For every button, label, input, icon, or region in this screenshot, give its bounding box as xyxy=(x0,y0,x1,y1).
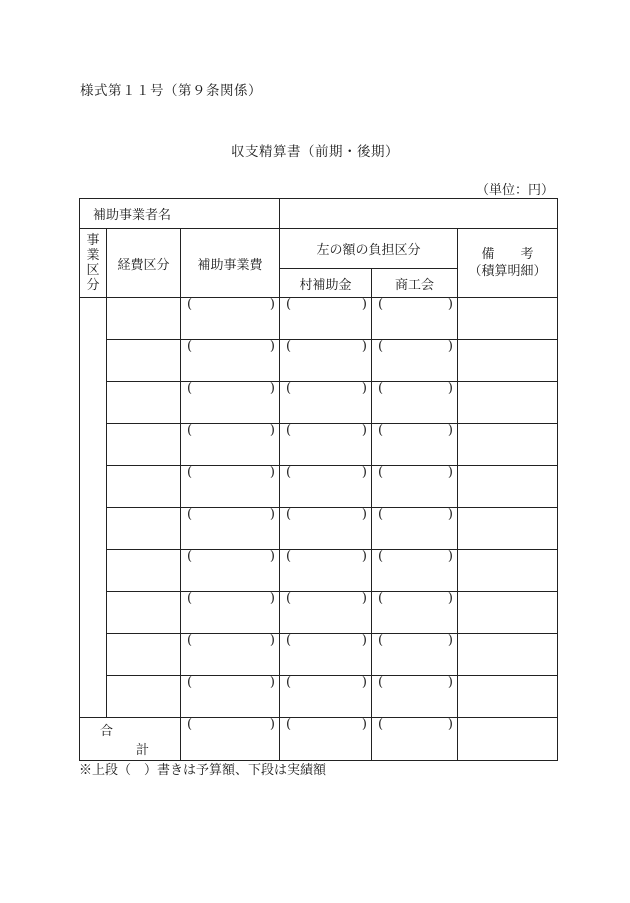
village-subsidy-cell[interactable] xyxy=(280,592,372,634)
paren-close: ) xyxy=(447,675,453,690)
remarks-cell[interactable] xyxy=(458,424,558,466)
village-subsidy-cell[interactable] xyxy=(280,340,372,382)
village-subsidy-cell[interactable] xyxy=(280,382,372,424)
village-subsidy-cell[interactable] xyxy=(280,550,372,592)
paren-close: ) xyxy=(447,507,453,522)
commerce-cell[interactable] xyxy=(372,340,458,382)
paren-open: ( xyxy=(187,549,193,564)
paren-close: ) xyxy=(361,381,367,396)
paren-open: ( xyxy=(378,591,384,606)
expense-category-cell[interactable] xyxy=(107,550,181,592)
remarks-cell[interactable] xyxy=(458,592,558,634)
paren-close: ) xyxy=(361,423,367,438)
unit-label: （単位：円） xyxy=(475,183,554,198)
entry-rows xyxy=(80,298,558,718)
entry-row xyxy=(80,634,558,676)
expense-category-cell[interactable] xyxy=(107,298,181,340)
commerce-header: 商工会 xyxy=(372,269,458,298)
remarks-cell[interactable] xyxy=(458,634,558,676)
paren-open: ( xyxy=(187,297,193,312)
total-remarks-cell[interactable] xyxy=(458,718,558,761)
paren-close: ) xyxy=(361,339,367,354)
village-subsidy-cell[interactable] xyxy=(280,634,372,676)
expense-category-cell[interactable] xyxy=(107,508,181,550)
paren-close: ) xyxy=(447,423,453,438)
expense-category-cell[interactable] xyxy=(107,592,181,634)
business-category-cell[interactable] xyxy=(80,298,107,718)
remarks-cell[interactable] xyxy=(458,298,558,340)
paren-open: ( xyxy=(378,675,384,690)
project-cost-cell[interactable] xyxy=(181,298,280,340)
paren-open: ( xyxy=(378,465,384,480)
project-cost-cell[interactable] xyxy=(181,340,280,382)
commerce-cell[interactable] xyxy=(372,592,458,634)
remarks-cell[interactable] xyxy=(458,550,558,592)
paren-close: ) xyxy=(447,297,453,312)
paren-open: ( xyxy=(187,423,193,438)
project-cost-cell[interactable] xyxy=(181,676,280,718)
commerce-cell[interactable] xyxy=(372,634,458,676)
total-label-2: 計 xyxy=(136,743,150,758)
total-commerce-cell[interactable] xyxy=(372,718,458,761)
project-cost-cell[interactable] xyxy=(181,550,280,592)
paren-open: ( xyxy=(286,591,292,606)
project-cost-cell[interactable] xyxy=(181,508,280,550)
commerce-cell[interactable] xyxy=(372,466,458,508)
entry-row xyxy=(80,592,558,634)
entry-row xyxy=(80,508,558,550)
paren-close: ) xyxy=(447,717,453,732)
paren-close: ) xyxy=(447,381,453,396)
entry-row xyxy=(80,424,558,466)
business-category-label: 事 業 区 分 xyxy=(86,233,100,293)
village-subsidy-cell[interactable] xyxy=(280,298,372,340)
remarks-label: 備 考 xyxy=(481,247,534,262)
total-village-subsidy-cell[interactable] xyxy=(280,718,372,761)
paren-open: ( xyxy=(187,633,193,648)
paren-close: ) xyxy=(447,339,453,354)
paren-close: ) xyxy=(361,465,367,480)
form-number: 様式第１１号（第９条関係） xyxy=(80,83,262,99)
paren-open: ( xyxy=(187,675,193,690)
paren-close: ) xyxy=(361,591,367,606)
expense-category-cell[interactable] xyxy=(107,340,181,382)
paren-close: ) xyxy=(361,297,367,312)
applicant-label: 補助事業者名 xyxy=(80,199,280,229)
paren-close: ) xyxy=(269,507,275,522)
entry-row xyxy=(80,382,558,424)
paren-open: ( xyxy=(378,339,384,354)
remarks-cell[interactable] xyxy=(458,382,558,424)
remarks-cell[interactable] xyxy=(458,340,558,382)
expense-category-cell[interactable] xyxy=(107,382,181,424)
remarks-sub-label: （積算明細） xyxy=(468,264,547,279)
commerce-cell[interactable] xyxy=(372,298,458,340)
paren-open: ( xyxy=(378,549,384,564)
paren-close: ) xyxy=(269,297,275,312)
paren-close: ) xyxy=(361,507,367,522)
paren-open: ( xyxy=(378,423,384,438)
village-subsidy-cell[interactable] xyxy=(280,466,372,508)
commerce-cell[interactable] xyxy=(372,550,458,592)
commerce-cell[interactable] xyxy=(372,424,458,466)
paren-open: ( xyxy=(286,633,292,648)
expense-category-cell[interactable] xyxy=(107,466,181,508)
paren-close: ) xyxy=(361,633,367,648)
paren-close: ) xyxy=(447,633,453,648)
paren-open: ( xyxy=(286,507,292,522)
expense-category-cell[interactable] xyxy=(107,424,181,466)
paren-open: ( xyxy=(187,339,193,354)
entry-row xyxy=(80,466,558,508)
paren-close: ) xyxy=(269,717,275,732)
paren-close: ) xyxy=(447,465,453,480)
total-label xyxy=(80,718,181,761)
header-row-1 xyxy=(80,229,558,269)
entry-row xyxy=(80,298,558,340)
paren-close: ) xyxy=(361,549,367,564)
paren-open: ( xyxy=(286,339,292,354)
paren-close: ) xyxy=(447,549,453,564)
entry-row xyxy=(80,550,558,592)
paren-open: ( xyxy=(378,507,384,522)
paren-open: ( xyxy=(286,717,292,732)
remarks-cell[interactable] xyxy=(458,466,558,508)
paren-close: ) xyxy=(269,675,275,690)
applicant-name-field[interactable] xyxy=(280,199,558,229)
entry-row xyxy=(80,676,558,718)
commerce-cell[interactable] xyxy=(372,676,458,718)
paren-close: ) xyxy=(269,423,275,438)
burden-header: 左の額の負担区分 xyxy=(280,229,458,269)
paren-open: ( xyxy=(286,381,292,396)
paren-open: ( xyxy=(378,717,384,732)
expense-category-cell[interactable] xyxy=(107,676,181,718)
village-subsidy-cell[interactable] xyxy=(280,508,372,550)
commerce-cell[interactable] xyxy=(372,382,458,424)
expense-category-header: 経費区分 xyxy=(107,229,181,298)
paren-open: ( xyxy=(187,507,193,522)
project-cost-cell[interactable] xyxy=(181,466,280,508)
paren-open: ( xyxy=(286,423,292,438)
paren-close: ) xyxy=(269,339,275,354)
settlement-table xyxy=(79,198,558,761)
document-title: 収支精算書（前期・後期） xyxy=(231,144,399,160)
project-cost-cell[interactable] xyxy=(181,382,280,424)
paren-open: ( xyxy=(286,675,292,690)
business-category-header xyxy=(80,229,107,298)
project-cost-header: 補助事業費 xyxy=(181,229,280,298)
entry-row xyxy=(80,340,558,382)
paren-close: ) xyxy=(361,675,367,690)
paren-close: ) xyxy=(269,591,275,606)
village-subsidy-header: 村補助金 xyxy=(280,269,372,298)
paren-open: ( xyxy=(378,297,384,312)
village-subsidy-cell[interactable] xyxy=(280,424,372,466)
remarks-cell[interactable] xyxy=(458,508,558,550)
paren-open: ( xyxy=(378,381,384,396)
paren-close: ) xyxy=(361,717,367,732)
paren-open: ( xyxy=(286,549,292,564)
project-cost-cell[interactable] xyxy=(181,634,280,676)
remarks-cell[interactable] xyxy=(458,676,558,718)
paren-open: ( xyxy=(187,465,193,480)
footnote: ※上段（ ）書きは予算額、下段は実績額 xyxy=(79,763,327,778)
paren-open: ( xyxy=(187,717,193,732)
paren-open: ( xyxy=(286,465,292,480)
total-row xyxy=(80,718,558,761)
commerce-cell[interactable] xyxy=(372,508,458,550)
expense-category-cell[interactable] xyxy=(107,634,181,676)
paren-close: ) xyxy=(269,633,275,648)
paren-open: ( xyxy=(187,591,193,606)
paren-close: ) xyxy=(447,591,453,606)
paren-open: ( xyxy=(187,381,193,396)
paren-open: ( xyxy=(378,633,384,648)
total-project-cost-cell[interactable] xyxy=(181,718,280,761)
paren-close: ) xyxy=(269,381,275,396)
total-label-1: 合 xyxy=(100,724,114,739)
project-cost-cell[interactable] xyxy=(181,424,280,466)
paren-open: ( xyxy=(286,297,292,312)
paren-close: ) xyxy=(269,465,275,480)
project-cost-cell[interactable] xyxy=(181,592,280,634)
paren-close: ) xyxy=(269,549,275,564)
remarks-header xyxy=(458,229,558,298)
village-subsidy-cell[interactable] xyxy=(280,676,372,718)
applicant-row xyxy=(80,199,558,229)
